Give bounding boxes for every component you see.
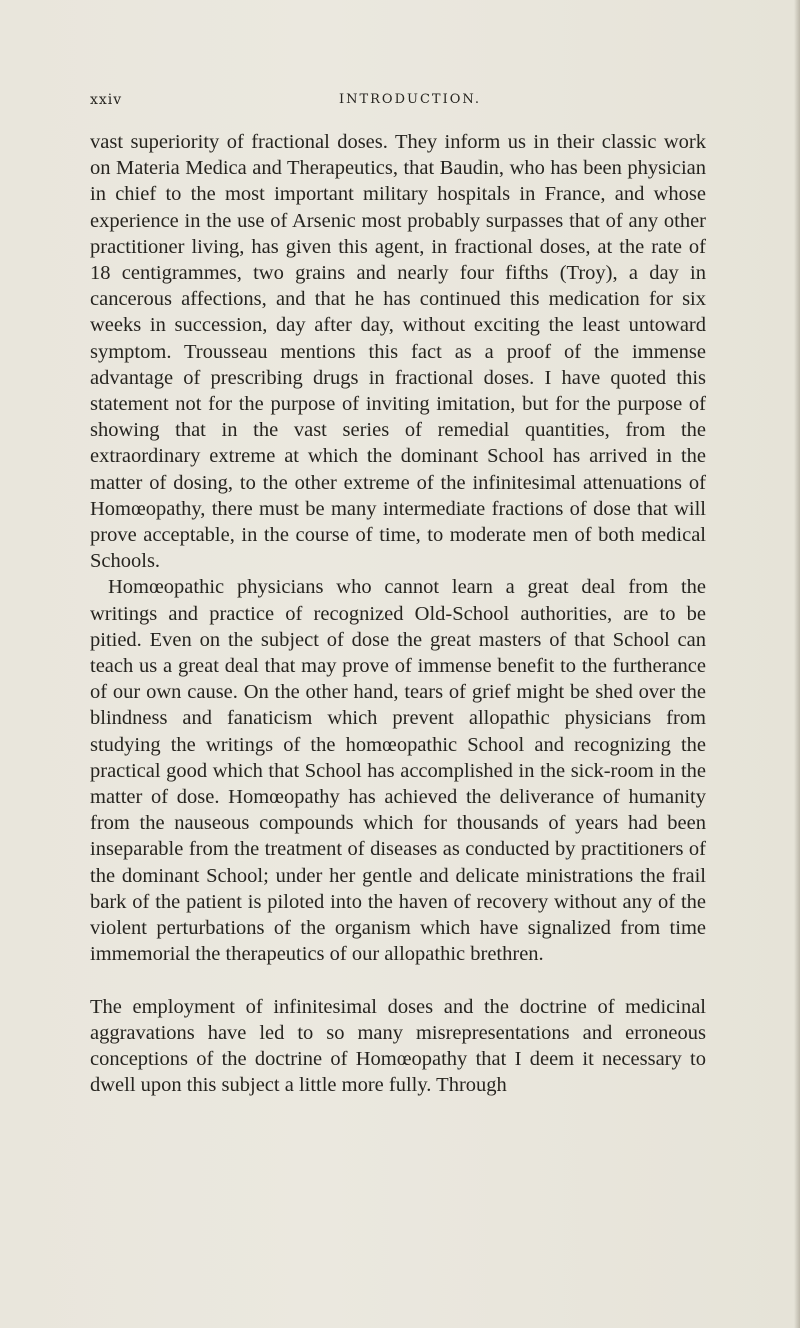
running-head	[90, 92, 730, 114]
body-text	[90, 129, 706, 1098]
page-number: xxiv	[90, 92, 123, 108]
paragraph-infinitesimal-doses: The employment of infinitesimal doses and the doctrine of medicinal aggravations have led to so many misrepresentations and erroneous conceptions of the doctrine of Homœopathy that I deem it necessary to dwell upon this subject a little more fully. Through	[90, 995, 706, 1097]
page-edge-shadow	[794, 0, 800, 1328]
paragraph-continued: vast superiority of fractional doses. They inform us in their classic work on Materia Medica and Therapeutics, that Baudin, who has been physician in chief to the most important military hospitals in France, and whose experience in the use of Arsenic most probably surpasses that of any other practitioner living, has given this agent, in fractional doses, at the rate of 18 centigrammes, two grains and nearly four fifths (Troy), a day in cancerous affections, and that he has continued this medication for six weeks in succession, day after day, without exciting the least untoward symptom. Trousseau mentions this fact as a proof of the immense advantage of prescribing drugs in fractional doses. I have quoted this statement not for the purpose of inviting imitation, but for the purpose of showing that in the vast series of remedial quantities, from the extraordinary extreme at which the dominant School has arrived in the matter of dosing, to the other extreme of the infinitesimal attenuations of Homœopathy, there must be many intermediate fractions of dose that will prove acceptable, in the course of time, to moderate men of both medical Schools.	[90, 131, 706, 573]
paragraph-homoeopathic-physicians: Homœopathic physicians who cannot learn a great deal from the writings and practice of recognized Old-School authorities, are to be pitied. Even on the subject of dose the great masters of that School can teach us a great deal that may prove of immense benefit to the furtherance of our own cause. On the other hand, tears of grief might be shed over the blindness and fanaticism which prevent allopathic physicians from studying the writings of the homœopathic School and recognizing the practical good which that School has accomplished in the sick-room in the matter of dose. Homœopathy has achieved the deliverance of humanity from the nauseous compounds which for thousands of years had been inseparable from the treatment of diseases as conducted by practitioners of the dominant School; under her gentle and delicate ministrations the frail bark of the patient is piloted into the haven of recovery without any of the violent perturbations of the organism which have signalized from time immemorial the therapeutics of our allopathic brethren.	[90, 576, 706, 966]
running-title: INTRODUCTION.	[338, 92, 482, 107]
